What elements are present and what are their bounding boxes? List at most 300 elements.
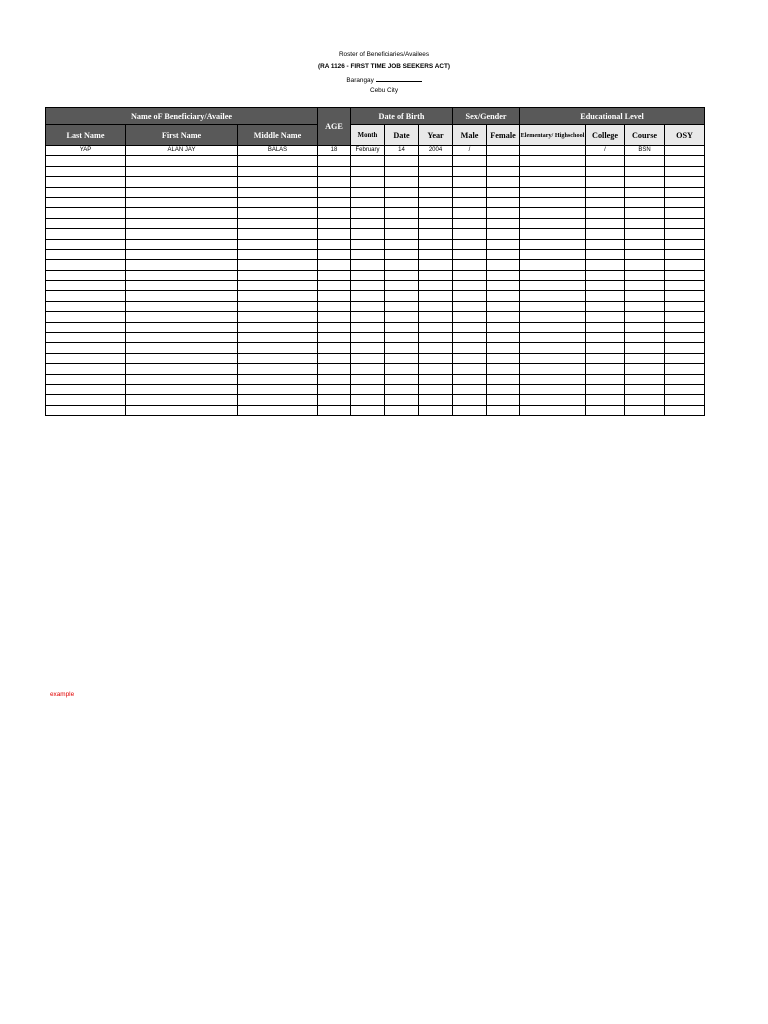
- table-cell[interactable]: [419, 218, 453, 228]
- table-cell[interactable]: [665, 395, 705, 405]
- table-cell[interactable]: [520, 260, 586, 270]
- table-cell[interactable]: [126, 197, 238, 207]
- table-cell[interactable]: /: [586, 146, 625, 156]
- table-cell[interactable]: [665, 364, 705, 374]
- table-cell[interactable]: [318, 374, 351, 384]
- table-cell[interactable]: 2004: [419, 146, 453, 156]
- table-cell[interactable]: [520, 146, 586, 156]
- table-cell[interactable]: [453, 229, 487, 239]
- table-cell[interactable]: [487, 291, 520, 301]
- table-cell[interactable]: [318, 249, 351, 259]
- table-cell[interactable]: [586, 197, 625, 207]
- table-cell[interactable]: [625, 395, 665, 405]
- table-cell[interactable]: [586, 353, 625, 363]
- table-cell[interactable]: [453, 353, 487, 363]
- table-cell[interactable]: [586, 229, 625, 239]
- table-cell[interactable]: [318, 301, 351, 311]
- table-cell[interactable]: [46, 353, 126, 363]
- table-cell[interactable]: [487, 405, 520, 415]
- table-cell[interactable]: [351, 239, 385, 249]
- table-cell[interactable]: [46, 187, 126, 197]
- table-cell[interactable]: [665, 260, 705, 270]
- table-cell[interactable]: [385, 197, 419, 207]
- table-cell[interactable]: [487, 301, 520, 311]
- table-cell[interactable]: [520, 270, 586, 280]
- table-cell[interactable]: [238, 374, 318, 384]
- table-cell[interactable]: [625, 208, 665, 218]
- table-cell[interactable]: [520, 197, 586, 207]
- table-cell[interactable]: [665, 249, 705, 259]
- table-cell[interactable]: [453, 291, 487, 301]
- table-cell[interactable]: [520, 405, 586, 415]
- table-cell[interactable]: [385, 353, 419, 363]
- table-cell[interactable]: [625, 281, 665, 291]
- table-cell[interactable]: [385, 322, 419, 332]
- table-cell[interactable]: [586, 301, 625, 311]
- table-cell[interactable]: [625, 197, 665, 207]
- table-cell[interactable]: BALAS: [238, 146, 318, 156]
- table-cell[interactable]: [586, 249, 625, 259]
- table-cell[interactable]: [453, 197, 487, 207]
- table-cell[interactable]: [487, 208, 520, 218]
- table-cell[interactable]: [487, 364, 520, 374]
- table-cell[interactable]: [46, 197, 126, 207]
- table-cell[interactable]: [625, 177, 665, 187]
- table-cell[interactable]: [351, 333, 385, 343]
- table-cell[interactable]: [419, 156, 453, 166]
- table-cell[interactable]: [419, 166, 453, 176]
- table-cell[interactable]: [351, 322, 385, 332]
- table-cell[interactable]: [238, 260, 318, 270]
- table-cell[interactable]: [385, 249, 419, 259]
- table-cell[interactable]: [385, 187, 419, 197]
- table-cell[interactable]: [318, 395, 351, 405]
- table-cell[interactable]: [46, 208, 126, 218]
- table-cell[interactable]: [453, 301, 487, 311]
- table-cell[interactable]: [419, 239, 453, 249]
- table-cell[interactable]: [665, 229, 705, 239]
- table-cell[interactable]: [385, 395, 419, 405]
- table-cell[interactable]: [625, 218, 665, 228]
- table-cell[interactable]: [318, 281, 351, 291]
- table-cell[interactable]: [385, 166, 419, 176]
- table-cell[interactable]: [453, 187, 487, 197]
- table-cell[interactable]: [665, 166, 705, 176]
- table-cell[interactable]: [238, 229, 318, 239]
- table-cell[interactable]: [586, 374, 625, 384]
- table-cell[interactable]: [453, 260, 487, 270]
- table-cell[interactable]: [520, 229, 586, 239]
- table-cell[interactable]: [385, 291, 419, 301]
- table-cell[interactable]: [453, 395, 487, 405]
- table-cell[interactable]: [46, 218, 126, 228]
- table-cell[interactable]: [238, 166, 318, 176]
- table-cell[interactable]: [625, 229, 665, 239]
- table-cell[interactable]: [520, 156, 586, 166]
- table-cell[interactable]: [487, 281, 520, 291]
- table-cell[interactable]: [665, 239, 705, 249]
- table-cell[interactable]: [520, 374, 586, 384]
- table-cell[interactable]: [665, 177, 705, 187]
- table-cell[interactable]: [419, 322, 453, 332]
- table-cell[interactable]: [318, 260, 351, 270]
- table-cell[interactable]: [586, 395, 625, 405]
- table-cell[interactable]: [385, 343, 419, 353]
- table-cell[interactable]: [586, 187, 625, 197]
- table-cell[interactable]: [419, 229, 453, 239]
- table-cell[interactable]: [46, 301, 126, 311]
- table-cell[interactable]: [238, 270, 318, 280]
- table-cell[interactable]: [453, 343, 487, 353]
- table-cell[interactable]: [453, 156, 487, 166]
- table-cell[interactable]: 18: [318, 146, 351, 156]
- table-cell[interactable]: [586, 343, 625, 353]
- table-cell[interactable]: [46, 249, 126, 259]
- table-cell[interactable]: [238, 384, 318, 394]
- table-cell[interactable]: /: [453, 146, 487, 156]
- table-cell[interactable]: [453, 384, 487, 394]
- table-cell[interactable]: [385, 364, 419, 374]
- table-cell[interactable]: [520, 177, 586, 187]
- table-cell[interactable]: [453, 177, 487, 187]
- table-cell[interactable]: [126, 312, 238, 322]
- table-cell[interactable]: [665, 405, 705, 415]
- table-cell[interactable]: [665, 353, 705, 363]
- table-cell[interactable]: [318, 187, 351, 197]
- table-cell[interactable]: [419, 177, 453, 187]
- table-cell[interactable]: [318, 291, 351, 301]
- table-cell[interactable]: [351, 301, 385, 311]
- table-cell[interactable]: [487, 374, 520, 384]
- table-cell[interactable]: [385, 239, 419, 249]
- table-cell[interactable]: [126, 166, 238, 176]
- table-cell[interactable]: [520, 322, 586, 332]
- table-cell[interactable]: [520, 395, 586, 405]
- table-cell[interactable]: [318, 333, 351, 343]
- table-cell[interactable]: [419, 395, 453, 405]
- table-cell[interactable]: [625, 249, 665, 259]
- table-cell[interactable]: [487, 260, 520, 270]
- table-cell[interactable]: [351, 249, 385, 259]
- table-cell[interactable]: [351, 281, 385, 291]
- table-cell[interactable]: [238, 197, 318, 207]
- table-cell[interactable]: [665, 291, 705, 301]
- table-cell[interactable]: [665, 312, 705, 322]
- table-cell[interactable]: [586, 384, 625, 394]
- table-cell[interactable]: [318, 239, 351, 249]
- table-cell[interactable]: [238, 239, 318, 249]
- table-cell[interactable]: [487, 353, 520, 363]
- table-cell[interactable]: [238, 343, 318, 353]
- table-cell[interactable]: [238, 156, 318, 166]
- table-cell[interactable]: [419, 374, 453, 384]
- table-cell[interactable]: [238, 177, 318, 187]
- table-cell[interactable]: [453, 239, 487, 249]
- table-cell[interactable]: [126, 239, 238, 249]
- table-cell[interactable]: [126, 343, 238, 353]
- table-cell[interactable]: [238, 187, 318, 197]
- table-cell[interactable]: [318, 353, 351, 363]
- table-cell[interactable]: [665, 333, 705, 343]
- table-cell[interactable]: [520, 353, 586, 363]
- table-cell[interactable]: [351, 260, 385, 270]
- table-cell[interactable]: [586, 156, 625, 166]
- table-cell[interactable]: [385, 229, 419, 239]
- table-cell[interactable]: [625, 405, 665, 415]
- table-cell[interactable]: [126, 270, 238, 280]
- table-cell[interactable]: [487, 177, 520, 187]
- table-cell[interactable]: [126, 187, 238, 197]
- table-cell[interactable]: [520, 249, 586, 259]
- table-cell[interactable]: [625, 301, 665, 311]
- table-cell[interactable]: [453, 364, 487, 374]
- table-cell[interactable]: [318, 270, 351, 280]
- table-cell[interactable]: [351, 374, 385, 384]
- table-cell[interactable]: [46, 312, 126, 322]
- table-cell[interactable]: [46, 322, 126, 332]
- table-cell[interactable]: [46, 260, 126, 270]
- table-cell[interactable]: [351, 343, 385, 353]
- table-cell[interactable]: [46, 374, 126, 384]
- table-cell[interactable]: [520, 333, 586, 343]
- table-cell[interactable]: [520, 166, 586, 176]
- table-cell[interactable]: [238, 353, 318, 363]
- table-cell[interactable]: [419, 187, 453, 197]
- table-cell[interactable]: [487, 229, 520, 239]
- table-cell[interactable]: [46, 229, 126, 239]
- table-cell[interactable]: [625, 270, 665, 280]
- table-cell[interactable]: [487, 312, 520, 322]
- table-cell[interactable]: [487, 343, 520, 353]
- table-cell[interactable]: [385, 405, 419, 415]
- table-cell[interactable]: [625, 291, 665, 301]
- table-cell[interactable]: [520, 364, 586, 374]
- table-cell[interactable]: [520, 187, 586, 197]
- table-cell[interactable]: [487, 156, 520, 166]
- table-cell[interactable]: [318, 343, 351, 353]
- table-cell[interactable]: [625, 374, 665, 384]
- table-cell[interactable]: [453, 281, 487, 291]
- table-cell[interactable]: [126, 374, 238, 384]
- table-cell[interactable]: [665, 187, 705, 197]
- table-cell[interactable]: [586, 322, 625, 332]
- table-cell[interactable]: [126, 353, 238, 363]
- table-cell[interactable]: [46, 343, 126, 353]
- table-cell[interactable]: [586, 260, 625, 270]
- table-cell[interactable]: [238, 291, 318, 301]
- table-cell[interactable]: YAP: [46, 146, 126, 156]
- table-cell[interactable]: [238, 281, 318, 291]
- table-cell[interactable]: [126, 364, 238, 374]
- table-cell[interactable]: [520, 301, 586, 311]
- table-cell[interactable]: [487, 249, 520, 259]
- table-cell[interactable]: [46, 364, 126, 374]
- table-cell[interactable]: [351, 197, 385, 207]
- table-cell[interactable]: [665, 374, 705, 384]
- table-cell[interactable]: [419, 405, 453, 415]
- table-cell[interactable]: [487, 146, 520, 156]
- table-cell[interactable]: [385, 177, 419, 187]
- table-cell[interactable]: [625, 322, 665, 332]
- table-cell[interactable]: [126, 384, 238, 394]
- table-cell[interactable]: [520, 239, 586, 249]
- table-cell[interactable]: [419, 364, 453, 374]
- table-cell[interactable]: [665, 218, 705, 228]
- table-cell[interactable]: [625, 260, 665, 270]
- table-cell[interactable]: [126, 322, 238, 332]
- table-cell[interactable]: [625, 156, 665, 166]
- table-cell[interactable]: [46, 333, 126, 343]
- table-cell[interactable]: [318, 405, 351, 415]
- table-cell[interactable]: [625, 364, 665, 374]
- table-cell[interactable]: [238, 333, 318, 343]
- table-cell[interactable]: [318, 197, 351, 207]
- table-cell[interactable]: [46, 281, 126, 291]
- table-cell[interactable]: [238, 405, 318, 415]
- table-cell[interactable]: [487, 270, 520, 280]
- table-cell[interactable]: [625, 343, 665, 353]
- table-cell[interactable]: [453, 374, 487, 384]
- table-cell[interactable]: [665, 322, 705, 332]
- table-cell[interactable]: [126, 281, 238, 291]
- table-cell[interactable]: [351, 291, 385, 301]
- table-cell[interactable]: [385, 384, 419, 394]
- table-cell[interactable]: [625, 384, 665, 394]
- table-cell[interactable]: [385, 301, 419, 311]
- table-cell[interactable]: [46, 405, 126, 415]
- table-cell[interactable]: [318, 322, 351, 332]
- table-cell[interactable]: 14: [385, 146, 419, 156]
- table-cell[interactable]: [46, 239, 126, 249]
- table-cell[interactable]: [46, 270, 126, 280]
- table-cell[interactable]: [520, 281, 586, 291]
- table-cell[interactable]: [318, 208, 351, 218]
- table-cell[interactable]: [351, 229, 385, 239]
- table-cell[interactable]: [625, 239, 665, 249]
- table-cell[interactable]: [520, 291, 586, 301]
- table-cell[interactable]: [625, 353, 665, 363]
- table-cell[interactable]: [419, 291, 453, 301]
- table-cell[interactable]: [419, 333, 453, 343]
- table-cell[interactable]: [520, 343, 586, 353]
- table-cell[interactable]: [419, 301, 453, 311]
- table-cell[interactable]: [126, 291, 238, 301]
- table-cell[interactable]: [487, 166, 520, 176]
- table-cell[interactable]: [318, 364, 351, 374]
- table-cell[interactable]: [453, 322, 487, 332]
- table-cell[interactable]: [665, 156, 705, 166]
- table-cell[interactable]: [351, 208, 385, 218]
- table-cell[interactable]: [419, 197, 453, 207]
- table-cell[interactable]: [453, 249, 487, 259]
- table-cell[interactable]: [665, 384, 705, 394]
- table-cell[interactable]: [351, 218, 385, 228]
- table-cell[interactable]: [351, 166, 385, 176]
- table-cell[interactable]: [126, 156, 238, 166]
- table-cell[interactable]: [46, 156, 126, 166]
- table-cell[interactable]: [586, 312, 625, 322]
- table-cell[interactable]: [238, 395, 318, 405]
- table-cell[interactable]: [351, 187, 385, 197]
- table-cell[interactable]: [351, 353, 385, 363]
- table-cell[interactable]: [520, 218, 586, 228]
- table-cell[interactable]: [351, 312, 385, 322]
- table-cell[interactable]: [385, 374, 419, 384]
- table-cell[interactable]: [238, 312, 318, 322]
- table-cell[interactable]: [419, 208, 453, 218]
- table-cell[interactable]: [126, 405, 238, 415]
- table-cell[interactable]: [453, 166, 487, 176]
- table-cell[interactable]: [385, 218, 419, 228]
- table-cell[interactable]: [126, 208, 238, 218]
- table-cell[interactable]: [419, 281, 453, 291]
- table-cell[interactable]: [126, 301, 238, 311]
- table-cell[interactable]: [351, 270, 385, 280]
- table-cell[interactable]: [665, 146, 705, 156]
- table-cell[interactable]: [586, 239, 625, 249]
- table-cell[interactable]: [665, 208, 705, 218]
- table-cell[interactable]: [126, 333, 238, 343]
- table-cell[interactable]: [665, 301, 705, 311]
- table-cell[interactable]: [385, 333, 419, 343]
- table-cell[interactable]: [586, 281, 625, 291]
- table-cell[interactable]: [318, 384, 351, 394]
- table-cell[interactable]: [126, 395, 238, 405]
- table-cell[interactable]: [238, 364, 318, 374]
- table-cell[interactable]: [625, 333, 665, 343]
- table-cell[interactable]: [665, 343, 705, 353]
- table-cell[interactable]: [487, 239, 520, 249]
- table-cell[interactable]: [46, 177, 126, 187]
- table-cell[interactable]: [126, 229, 238, 239]
- table-cell[interactable]: [625, 187, 665, 197]
- table-cell[interactable]: [385, 312, 419, 322]
- table-cell[interactable]: [520, 312, 586, 322]
- table-cell[interactable]: [419, 260, 453, 270]
- table-cell[interactable]: BSN: [625, 146, 665, 156]
- table-cell[interactable]: [351, 177, 385, 187]
- table-cell[interactable]: [665, 197, 705, 207]
- table-cell[interactable]: [351, 156, 385, 166]
- table-cell[interactable]: [453, 208, 487, 218]
- table-cell[interactable]: [126, 177, 238, 187]
- table-cell[interactable]: [453, 312, 487, 322]
- table-cell[interactable]: [318, 312, 351, 322]
- table-cell[interactable]: [487, 218, 520, 228]
- table-cell[interactable]: [126, 218, 238, 228]
- table-cell[interactable]: [318, 229, 351, 239]
- table-cell[interactable]: [238, 301, 318, 311]
- table-cell[interactable]: [126, 249, 238, 259]
- table-cell[interactable]: [586, 218, 625, 228]
- table-cell[interactable]: [318, 156, 351, 166]
- table-cell[interactable]: [318, 166, 351, 176]
- table-cell[interactable]: [318, 177, 351, 187]
- table-cell[interactable]: [419, 384, 453, 394]
- table-cell[interactable]: [351, 405, 385, 415]
- table-cell[interactable]: [46, 395, 126, 405]
- table-cell[interactable]: [46, 384, 126, 394]
- table-cell[interactable]: [453, 405, 487, 415]
- table-cell[interactable]: [586, 166, 625, 176]
- table-cell[interactable]: [238, 322, 318, 332]
- table-cell[interactable]: [487, 333, 520, 343]
- table-cell[interactable]: [665, 281, 705, 291]
- table-cell[interactable]: February: [351, 146, 385, 156]
- table-cell[interactable]: [586, 333, 625, 343]
- table-cell[interactable]: [385, 156, 419, 166]
- table-cell[interactable]: [351, 384, 385, 394]
